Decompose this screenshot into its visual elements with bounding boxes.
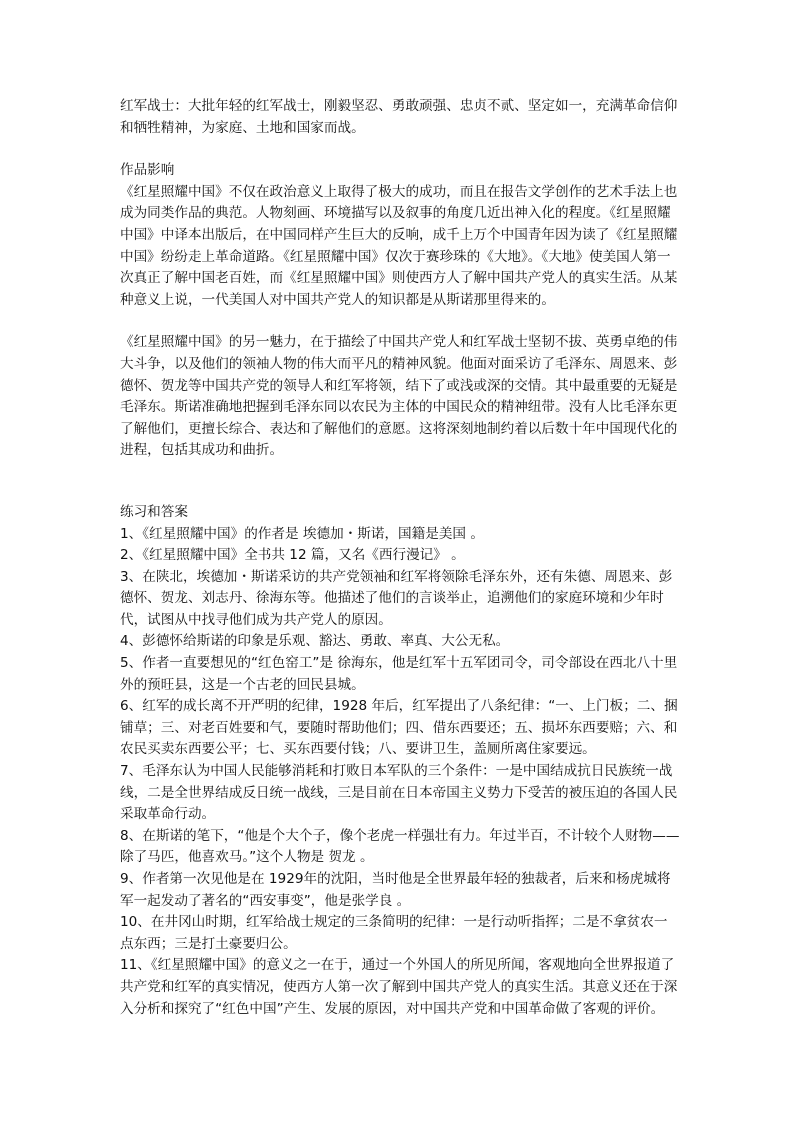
exercise-item-10: 10、在井冈山时期，红军给战士规定的三条简明的纪律：一是行动听指挥；二是不拿贫农一点东西；三是打土豪要归公。 <box>120 914 668 952</box>
exercise-item-3: 3、在陕北，埃德加・斯诺采访的共产党领袖和红军将领除毛泽东外，还有朱德、周恩来、彭德怀、贺龙、刘志丹、徐海东等。他描述了他们的言谈举止，追溯他们的家庭环境和少年时代，试图从中找寻他们成为共产党人的原因。 <box>120 568 673 628</box>
influence-paragraph-2: 《红星照耀中国》的另一魅力，在于描绘了中国共产党人和红军战士坚韧不拔、英勇卓绝的伟大斗争，以及他们的领袖人物的伟大而平凡的精神风貌。他面对面采访了毛泽东、周恩来、彭德怀、贺龙等中国共产党的领导人和红军将领，结下了或浅或深的交情。其中最重要的无疑是毛泽东。斯诺准确地把握到毛泽东同以农民为主体的中国民众的精神纽带。没有人比毛泽东更了解他们，更擅长综合、表达和了解他们的意愿。这将深刻地制约着以后数十年中国现代化的进程，包括其成功和曲折。 <box>120 334 678 459</box>
spacer <box>120 139 680 160</box>
spacer <box>120 462 680 502</box>
exercise-item-5: 5、作者一直要想见的“红色窑工”是 徐海东，他是红军十五军团司令，司令部设在西北八十里外的预旺县，这是一个古老的回民县城。 <box>120 655 678 693</box>
influence-heading: 作品影响 <box>120 162 175 179</box>
exercise-item-2: 2、《红星照耀中国》全书共 12 篇，又名《西行漫记》 。 <box>120 547 465 564</box>
exercises-heading: 练习和答案 <box>120 503 188 520</box>
exercise-item-1: 1、《红星照耀中国》的作者是 埃德加・斯诺，国籍是美国 。 <box>120 525 484 542</box>
document-page <box>120 96 680 1020</box>
exercise-item-8: 8、在斯诺的笔下，“他是个大个子，像个老虎一样强壮有力。年过半百，不计较个人财物——除了马匹，他喜欢马。”这个人物是 贺龙 。 <box>120 827 680 866</box>
spacer <box>120 311 680 332</box>
exercise-item-7: 7、毛泽东认为中国人民能够消耗和打败日本军队的三个条件：一是中国结成抗日民族统一战线，二是全世界结成反日统一战线，三是目前在日本帝国主义势力下受苦的被压迫的各国人民采取革命行动。 <box>120 763 678 823</box>
exercise-item-11: 11、《红星照耀中国》的意义之一在于，通过一个外国人的所见所闻，客观地向全世界报道了共产党和红军的真实情况，使西方人第一次了解到中国共产党人的真实生活。其意义还在于深入分析和探究了“红色中国”产生、发展的原因，对中国共产党和中国革命做了客观的评价。 <box>120 957 678 1017</box>
exercise-item-6: 6、红军的成长离不开严明的纪律，1928 年后，红军提出了八条纪律：“一、上门板；二、捆铺草；三、对老百姓要和气，要随时帮助他们；四、借东西要还；五、损坏东西要赔；六、和农民买卖东西要公平；七、买东西要付钱；八、要讲卫生，盖厕所离住家要远。 <box>120 698 678 758</box>
influence-paragraph-1: 《红星照耀中国》不仅在政治意义上取得了极大的成功，而且在报告文学创作的艺术手法上也成为同类作品的典范。人物刻画、环境描写以及叙事的角度几近出神入化的程度。《红星照耀中国》中译本出版后，在中国同样产生巨大的反响，成千上万个中国青年因为读了《红星照耀中国》纷纷走上革命道路。《红星照耀中国》仅次于赛珍珠的《大地》。《大地》使美国人第一次真正了解中国老百姓，而《红星照耀中国》则使西方人了解中国共产党人的真实生活。从某种意义上说，一代美国人对中国共产党人的知识都是从斯诺那里得来的。 <box>120 183 678 308</box>
red-army-soldiers-paragraph: 红军战士：大批年轻的红军战士，刚毅坚忍、勇敢顽强、忠贞不贰、坚定如一，充满革命信仰和牺牲精神，为家庭、土地和国家而战。 <box>120 98 678 136</box>
exercise-item-4: 4、彭德怀给斯诺的印象是乐观、豁达、勇敢、率真、大公无私。 <box>120 633 510 650</box>
exercise-item-9: 9、作者第一次见他是在 1929年的沈阳，当时他是全世界最年轻的独裁者，后来和杨虎城将军一起发动了著名的“西安事变”，他是张学良 。 <box>120 871 671 909</box>
